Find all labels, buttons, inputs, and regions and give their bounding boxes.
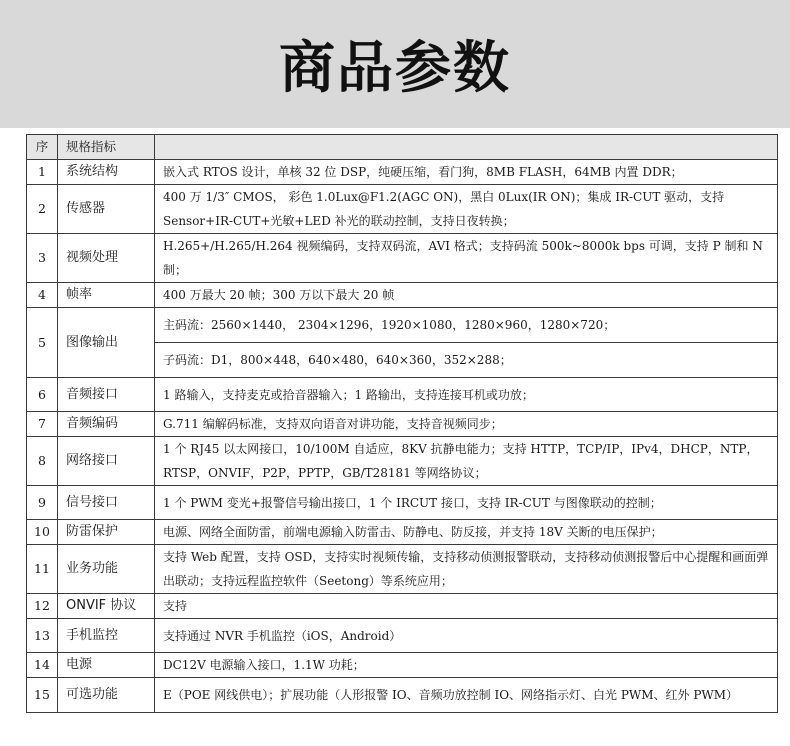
row-item: ONVIF 协议 xyxy=(58,594,155,619)
row-number: 10 xyxy=(27,520,58,545)
row-number: 4 xyxy=(27,283,58,308)
table-row xyxy=(27,545,778,594)
row-spec: 电源、网络全面防雷，前端电源输入防雷击、防静电、防反接，并支持 18V 关断的电压保护； xyxy=(155,520,778,545)
row-number: 13 xyxy=(27,619,58,653)
row-item: 音频编码 xyxy=(58,412,155,437)
table-row xyxy=(27,486,778,520)
row-number: 15 xyxy=(27,678,58,713)
row-item: 可选功能 xyxy=(58,678,155,713)
row-spec: 子码流：D1，800×448，640×480，640×360，352×288； xyxy=(155,343,778,378)
row-item: 电源 xyxy=(58,653,155,678)
row-spec: G.711 编解码标准，支持双向语音对讲功能，支持音视频同步； xyxy=(155,412,778,437)
table-row xyxy=(27,520,778,545)
row-number: 5 xyxy=(27,308,58,378)
row-spec: H.265+/H.265/H.264 视频编码，支持双码流，AVI 格式；支持码流 500k~8000k bps 可调，支持 P 制和 N 制； xyxy=(155,234,778,283)
row-number: 9 xyxy=(27,486,58,520)
row-item: 手机监控 xyxy=(58,619,155,653)
row-item: 业务功能 xyxy=(58,545,155,594)
table-row xyxy=(27,283,778,308)
header-banner xyxy=(0,0,790,128)
row-spec: 支持 xyxy=(155,594,778,619)
row-item: 传感器 xyxy=(58,185,155,234)
row-item: 图像输出 xyxy=(58,308,155,378)
row-spec: E（POE 网线供电）；扩展功能（人形报警 IO、音频功放控制 IO、网络指示灯、白光 PWM、红外 PWM） xyxy=(155,678,778,713)
row-number: 12 xyxy=(27,594,58,619)
row-spec: 1 个 RJ45 以太网接口，10/100M 自适应，8KV 抗静电能力；支持 HTTP，TCP/IP，IPv4，DHCP，NTP，RTSP，ONVIF，P2P，PPTP，GB/T28181 等网络协议； xyxy=(155,437,778,486)
table-row xyxy=(27,378,778,412)
row-number: 11 xyxy=(27,545,58,594)
row-spec: 嵌入式 RTOS 设计，单核 32 位 DSP，纯硬压缩，看门狗，8MB FLASH，64MB 内置 DDR； xyxy=(155,160,778,185)
table-row xyxy=(27,412,778,437)
table-row xyxy=(27,308,778,343)
table-row xyxy=(27,619,778,653)
row-number: 14 xyxy=(27,653,58,678)
row-number: 1 xyxy=(27,160,58,185)
row-item: 网络接口 xyxy=(58,437,155,486)
row-number: 3 xyxy=(27,234,58,283)
row-spec: 主码流：2560×1440， 2304×1296，1920×1080，1280×960，1280×720； xyxy=(155,308,778,343)
row-item: 防雷保护 xyxy=(58,520,155,545)
page-title: 商品参数 xyxy=(279,36,511,101)
row-item: 视频处理 xyxy=(58,234,155,283)
table-row xyxy=(27,185,778,234)
row-number: 8 xyxy=(27,437,58,486)
row-item: 帧率 xyxy=(58,283,155,308)
row-spec: 400 万 1/3″ CMOS， 彩色 1.0Lux@F1.2(AGC ON)，黑白 0Lux(IR ON)；集成 IR-CUT 驱动，支持 Sensor+IR-CUT+光敏+LED 补光的联动控制，支持日夜转换； xyxy=(155,185,778,234)
header-no: 序 xyxy=(27,135,58,160)
row-item: 信号接口 xyxy=(58,486,155,520)
table-row xyxy=(27,160,778,185)
row-number: 2 xyxy=(27,185,58,234)
table-row xyxy=(27,678,778,713)
row-spec: 支持通过 NVR 手机监控（iOS，Android） xyxy=(155,619,778,653)
row-number: 6 xyxy=(27,378,58,412)
table-row xyxy=(27,653,778,678)
row-item: 系统结构 xyxy=(58,160,155,185)
table-row xyxy=(27,234,778,283)
row-spec: 1 路输入，支持麦克或拾音器输入；1 路输出，支持连接耳机或功放； xyxy=(155,378,778,412)
row-spec: 400 万最大 20 帧；300 万以下最大 20 帧 xyxy=(155,283,778,308)
row-item: 音频接口 xyxy=(58,378,155,412)
row-spec: DC12V 电源输入接口，1.1W 功耗； xyxy=(155,653,778,678)
table-row xyxy=(27,437,778,486)
table-row xyxy=(27,594,778,619)
spec-table xyxy=(26,134,778,713)
table-header-row xyxy=(27,135,778,160)
row-spec: 1 个 PWM 变光+报警信号输出接口，1 个 IRCUT 接口，支持 IR-CUT 与图像联动的控制； xyxy=(155,486,778,520)
header-item: 规格指标 xyxy=(58,135,155,160)
row-spec: 支持 Web 配置，支持 OSD，支持实时视频传输，支持移动侦测报警联动，支持移动侦测报警后中心提醒和画面弹出联动；支持远程监控软件（Seetong）等系统应用； xyxy=(155,545,778,594)
row-number: 7 xyxy=(27,412,58,437)
header-spec xyxy=(155,135,778,160)
